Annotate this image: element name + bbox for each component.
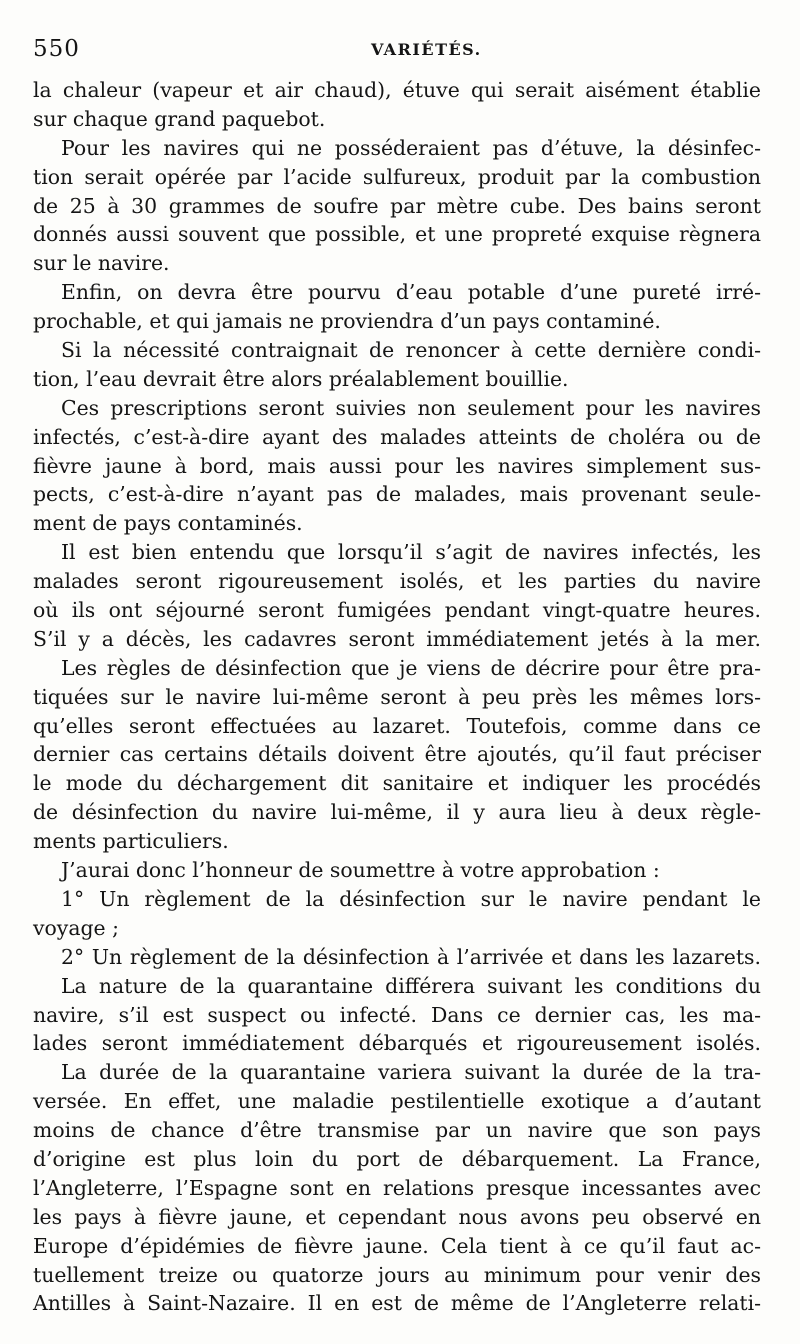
text-line: tion, l’eau devrait être alors préalablement bouillie.: [33, 366, 569, 391]
text-line: voyage ;: [33, 915, 119, 940]
text-line: tion serait opérée par l’acide sulfureux, produit par la combustion: [33, 164, 761, 189]
page-header: [33, 36, 773, 70]
text-line: sur le navire.: [33, 251, 170, 276]
text-line: 2° Un règlement de la désinfection à l’arrivée et dans les lazarets.: [61, 944, 761, 969]
text-line: qu’elles seront effectuées au lazaret. Toutefois, comme dans ce: [33, 713, 761, 738]
page-number: 550: [33, 36, 80, 62]
running-title: VARIÉTÉS.: [371, 40, 482, 59]
text-line: ment de pays contaminés.: [33, 511, 303, 536]
text-line: S’il y a décès, les cadavres seront immédiatement jetés à la mer.: [33, 626, 761, 651]
text-line: où ils ont séjourné seront fumigées pendant vingt-quatre heures.: [33, 598, 761, 623]
text-line: fièvre jaune à bord, mais aussi pour les navires simplement sus-: [33, 453, 761, 478]
text-line: malades seront rigoureusement isolés, et les parties du navire: [33, 569, 761, 594]
text-line: 1° Un règlement de la désinfection sur le navire pendant le: [61, 886, 761, 911]
text-line: le mode du déchargement dit sanitaire et indiquer les procédés: [33, 771, 761, 796]
text-line: Il est bien entendu que lorsqu’il s’agit de navires infectés, les: [61, 540, 761, 565]
text-line: tuellement treize ou quatorze jours au minimum pour venir des: [33, 1262, 761, 1287]
text-line: de 25 à 30 grammes de soufre par mètre cube. Des bains seront: [33, 193, 761, 218]
text-line: de désinfection du navire lui-même, il y aura lieu à deux règle-: [33, 800, 761, 825]
text-line: moins de chance d’être transmise par un navire que son pays: [33, 1118, 761, 1143]
text-line: La nature de la quarantaine différera suivant les conditions du: [61, 973, 761, 998]
text-line: d’origine est plus loin du port de débarquement. La France,: [33, 1146, 761, 1171]
text-line: tiquées sur le navire lui-même seront à peu près les mêmes lors-: [33, 684, 761, 709]
text-line: Enfin, on devra être pourvu d’eau potable d’une pureté irré-: [61, 280, 761, 305]
body-text: [33, 76, 761, 1318]
text-line: ments particuliers.: [33, 829, 229, 854]
text-line: J’aurai donc l’honneur de soumettre à votre approbation :: [61, 858, 660, 883]
text-line: pects, c’est-à-dire n’ayant pas de malades, mais provenant seule-: [33, 482, 761, 507]
text-line: sur chaque grand paquebot.: [33, 106, 326, 131]
text-line: La durée de la quarantaine variera suivant la durée de la tra-: [61, 1060, 761, 1085]
text-line: les pays à fièvre jaune, et cependant nous avons peu observé en: [33, 1204, 761, 1229]
text-line: versée. En effet, une maladie pestilentielle exotique a d’autant: [33, 1089, 761, 1114]
text-line: lades seront immédiatement débarqués et rigoureusement isolés.: [33, 1031, 761, 1056]
text-line: Europe d’épidémies de fièvre jaune. Cela tient à ce qu’il faut ac-: [33, 1233, 761, 1258]
text-line: Si la nécessité contraignait de renoncer à cette dernière condi-: [61, 338, 761, 363]
text-line: Ces prescriptions seront suivies non seulement pour les navires: [61, 395, 761, 420]
text-line: l’Angleterre, l’Espagne sont en relations presque incessantes avec: [33, 1175, 761, 1200]
text-line: navire, s’il est suspect ou infecté. Dans ce dernier cas, les ma-: [33, 1002, 761, 1027]
text-line: Les règles de désinfection que je viens de décrire pour être pra-: [61, 655, 761, 680]
text-line: prochable, et qui jamais ne proviendra d’un pays contaminé.: [33, 309, 661, 334]
text-line: Pour les navires qui ne posséderaient pas d’étuve, la désinfec-: [61, 135, 761, 160]
text-line: infectés, c’est-à-dire ayant des malades atteints de choléra ou de: [33, 424, 761, 449]
text-line: dernier cas certains détails doivent être ajoutés, qu’il faut préciser: [33, 742, 761, 767]
text-line: Antilles à Saint-Nazaire. Il en est de même de l’Angleterre relati-: [33, 1291, 761, 1316]
text-line: la chaleur (vapeur et air chaud), étuve qui serait aisément établie: [33, 78, 761, 102]
text-line: donnés aussi souvent que possible, et une propreté exquise règnera: [33, 222, 761, 247]
